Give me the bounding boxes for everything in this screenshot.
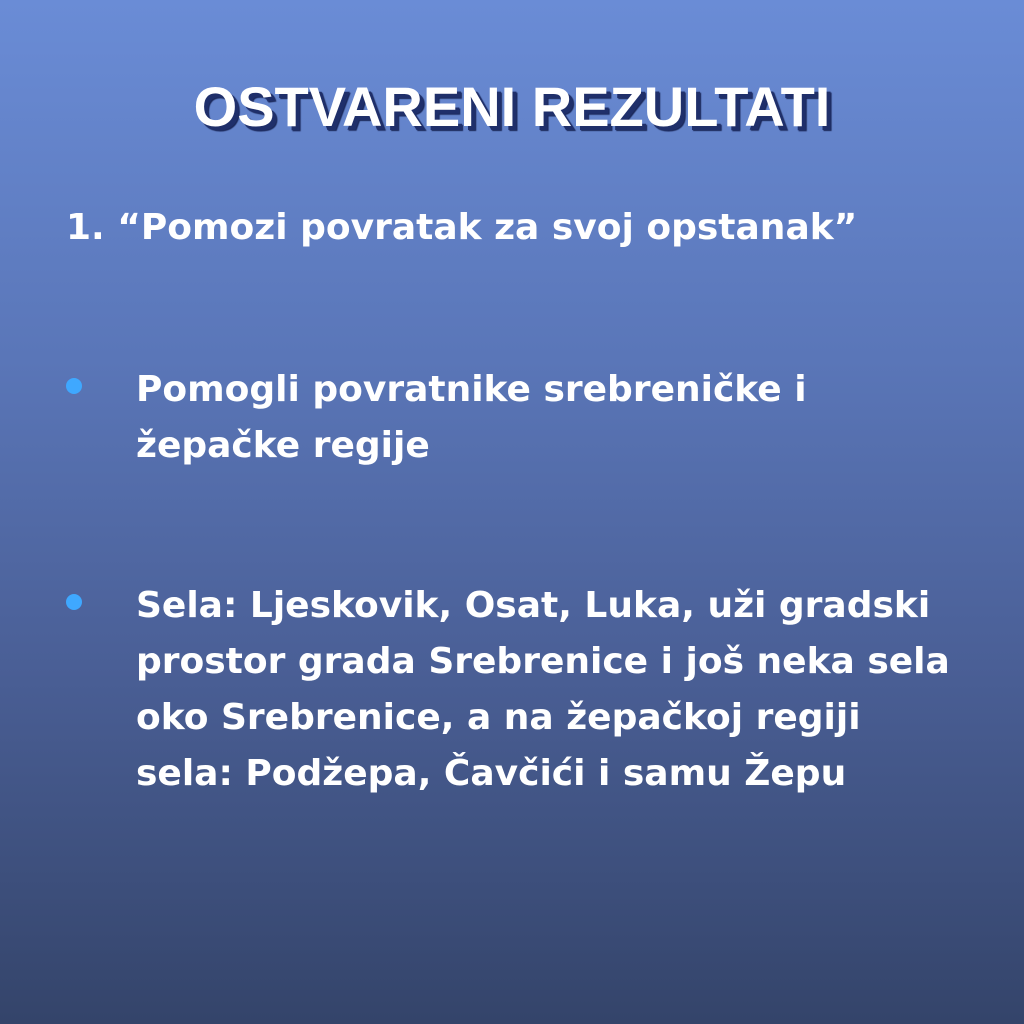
bullet-dot-icon [66, 378, 82, 394]
bullet-dot-icon [66, 594, 82, 610]
bullet-text: Sela: Ljeskovik, Osat, Luka, uži gradski prostor grada Srebrenice i još neka sela oko Srebrenice, a na žepačkoj regiji sela: Podžepa, Čavčići i samu Žepu [136, 585, 950, 794]
slide-title: OSTVARENI REZULTATI [193, 75, 831, 138]
slide-subtitle: 1. “Pomozi povratak za svoj opstanak” [66, 207, 858, 248]
bullet-text: Pomogli povratnike srebreničke i žepačke regije [136, 369, 807, 466]
